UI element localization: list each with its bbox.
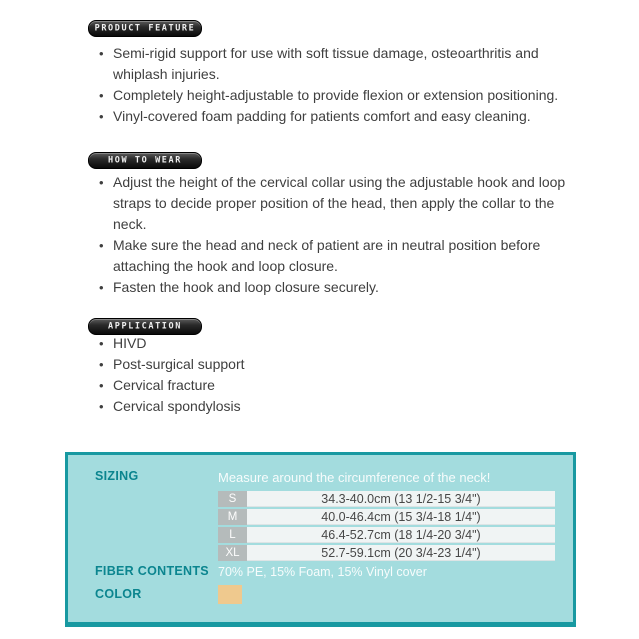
sizing-note: Measure around the circumference of the neck! (218, 470, 491, 485)
table-row (218, 545, 555, 561)
list-item: • Adjust the height of the cervical collar using the adjustable hook and loop straps to decide proper position of the head, then apply the collar to the neck. (96, 172, 574, 235)
sizing-label: SIZING (95, 469, 139, 483)
list-item: • Semi-rigid support for use with soft tissue damage, osteoarthritis and whiplash injuries. (96, 43, 574, 85)
size-cell: M (218, 509, 247, 525)
list-item: • Cervical spondylosis (96, 396, 574, 417)
application-list (96, 333, 574, 417)
list-item: • Post-surgical support (96, 354, 574, 375)
table-row (218, 491, 555, 507)
table-row (218, 527, 555, 543)
fiber-contents-label: FIBER CONTENTS (95, 564, 209, 578)
color-label: COLOR (95, 587, 142, 601)
spec-panel (65, 452, 576, 627)
range-cell: 46.4-52.7cm (18 1/4-20 3/4") (247, 527, 555, 543)
size-cell: XL (218, 545, 247, 561)
range-cell: 34.3-40.0cm (13 1/2-15 3/4") (247, 491, 555, 507)
list-item: • Fasten the hook and loop closure securely. (96, 277, 574, 298)
product-feature-badge (88, 20, 202, 37)
product-feature-list (96, 43, 574, 127)
table-row (218, 509, 555, 525)
range-cell: 52.7-59.1cm (20 3/4-23 1/4") (247, 545, 555, 561)
how-to-wear-list (96, 172, 574, 298)
fiber-contents-value: 70% PE, 15% Foam, 15% Vinyl cover (218, 565, 427, 579)
size-table (218, 491, 555, 563)
product-feature-badge-label: PRODUCT FEATURE (94, 23, 196, 33)
how-to-wear-badge-label: HOW TO WEAR (108, 155, 182, 165)
range-cell: 40.0-46.4cm (15 3/4-18 1/4") (247, 509, 555, 525)
list-item: • HIVD (96, 333, 574, 354)
list-item: • Make sure the head and neck of patient are in neutral position before attaching the hook and loop closure. (96, 235, 574, 277)
list-item: • Vinyl-covered foam padding for patients comfort and easy cleaning. (96, 106, 574, 127)
application-badge-label: APPLICATION (108, 321, 182, 331)
how-to-wear-badge (88, 152, 202, 169)
color-swatch (218, 585, 242, 604)
size-cell: S (218, 491, 247, 507)
list-item: • Cervical fracture (96, 375, 574, 396)
list-item: • Completely height-adjustable to provide flexion or extension positioning. (96, 85, 574, 106)
size-cell: L (218, 527, 247, 543)
